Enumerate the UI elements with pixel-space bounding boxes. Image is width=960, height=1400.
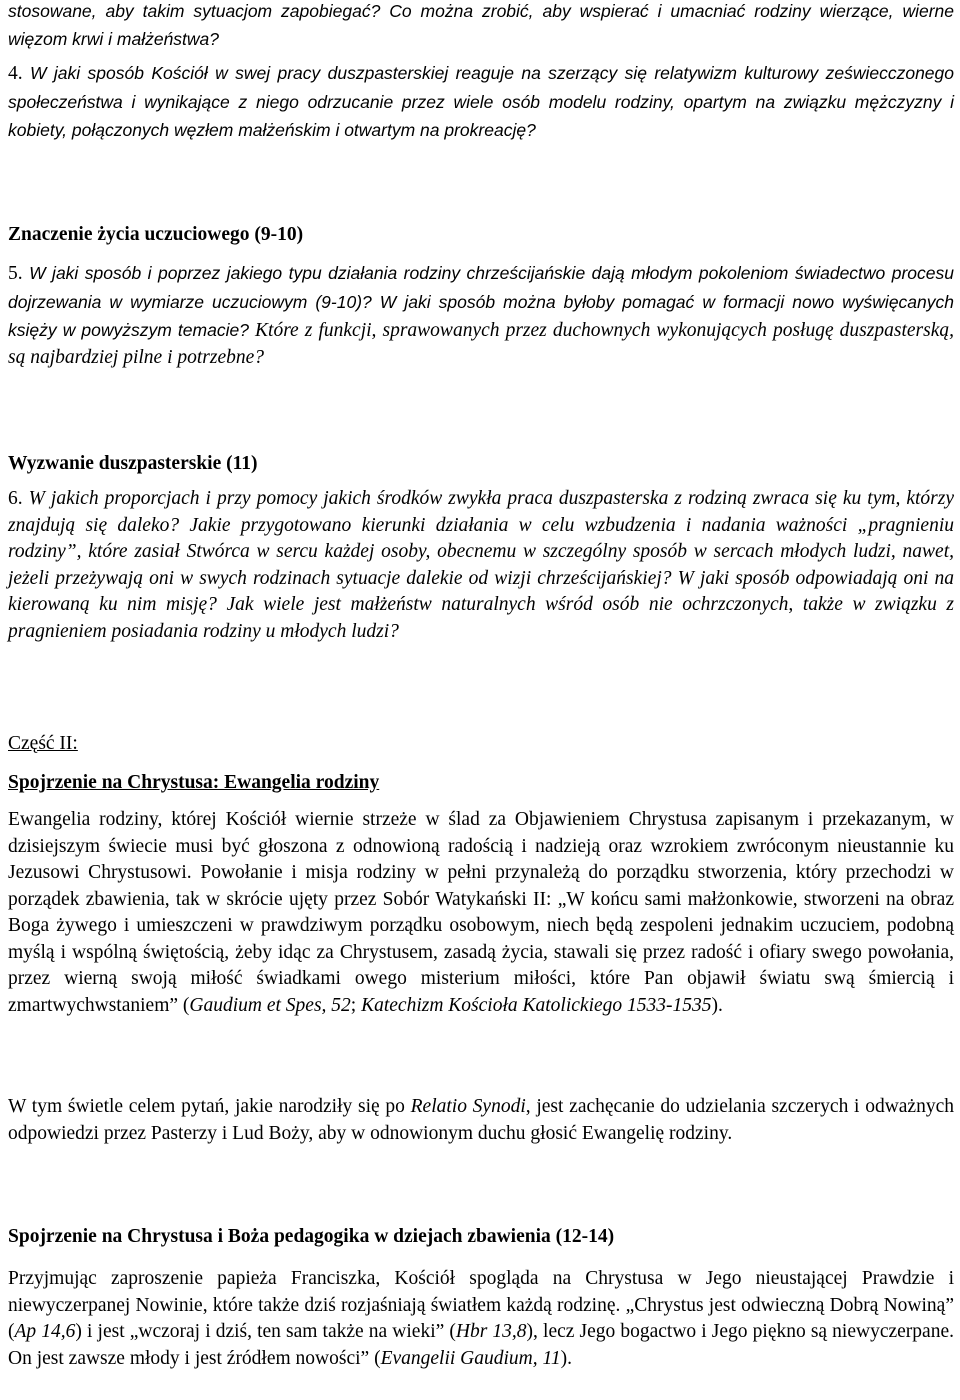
question-5 bbox=[8, 259, 954, 371]
section-heading-emotional-life: Znaczenie życia uczuciowego (9-10) bbox=[8, 224, 304, 245]
paragraph-text: Ewangelia rodziny, której Kościół wiernie strzeże w ślad za Objawieniem Chrystusa zapisanym i przekazanym, w dzisiejszym świecie musi być głoszona z odnowioną radością i nadzieją oraz wzrokiem zwróconym nieustannie ku Jezusowi Chrystusowi. Powołanie i misja rodziny w pełni przynależą do porządku stworzenia, który przechodzi w porządek zbawienia, tak w skrócie ujęty przez Sobór Watykański II: „W końcu sami małżonkowie, stworzeni na obraz Boga żywego i umieszczeni w prawdziwym porządku osobowym, niech będą zespoleni jednakim uczuciem, podobną myślą i wspólną świętością, żeby idąc za Chrystusem, zasadą życia, stawali się przez radość i ofiary swego powołania, przez wierną swoją miłość świadkami owego misterium miłości, które Pan objawił światu swą śmiercią i zmartwychwstaniem” ( bbox=[8, 809, 954, 1016]
question-text: W jaki sposób i poprzez jakiego typu działania rodziny chrześcijańskie dają młodym pokoleniom świadectwo procesu dojrzewania w wymiarze uczuciowym (9-10)? W jaki sposób można byłoby pomagać w formacji nowo wyświęcanych księży w powyższym temacie? bbox=[8, 263, 954, 340]
question-number: 5. bbox=[8, 263, 23, 284]
citation: Evangelii Gaudium, 11 bbox=[380, 1347, 561, 1369]
paragraph-text: ), lecz Jego bogactwo i Jego piękno są niewyczerpane. On jest zawsze młody i jest źródłem nowości” ( bbox=[8, 1321, 954, 1369]
paragraph-pope-francis bbox=[8, 1266, 954, 1372]
question-text: W jakich proporcjach i przy pomocy jakich środków zwykła praca duszpasterska z rodziną zwraca się ku tym, którzy znajdują się daleko? Jakie przygotowano kierunki działania w celu wzbudzenia i nadania ważności „pragnieniu rodziny”, które zasiał Stwórca w sercu każdej osoby, obecnemu w szczególny sposób w sercach młodych ludzi, nawet, jeżeli przeżywają oni w swych rodzinach sytuacje dalekie od wizji chrześcijańskiej? W jaki sposób odpowiadają oni na kierowaną ku nim misję? Jak wiele jest małżeństw naturalnych wśród osób nie ochrzczonych, także w związku z pragnieniem posiadania rodziny u młodych ludzi? bbox=[8, 488, 955, 642]
paragraph-end: ). bbox=[560, 1347, 572, 1369]
paragraph-end: ). bbox=[711, 994, 723, 1016]
citation: Gaudium et Spes, 52 bbox=[189, 994, 351, 1016]
question-number: 6. bbox=[8, 488, 23, 509]
question-text: W jaki sposób Kościół w swej pracy duszpasterskiej reaguje na szerzący się relatywizm kulturowy zeświecczonego społeczeństwa i wynikające z niego odrzucanie przez wiele osób modelu rodziny, opartym na związku mężczyzny i kobiety, połączonych węzłem małżeńskim i otwartym na prokreację? bbox=[8, 63, 955, 140]
citation: Relatio Synodi bbox=[410, 1096, 526, 1117]
paragraph-text: ) i jest „wczoraj i dziś, ten sam także na wieki” ( bbox=[75, 1321, 456, 1342]
part-heading: Spojrzenie na Chrystusa: Ewangelia rodziny bbox=[8, 772, 380, 793]
question-text-continued: Które z funkcji, sprawowanych przez duchownych wykonujących posługę duszpasterską, są najbardziej pilne i potrzebne? bbox=[8, 320, 954, 368]
section-heading-pastoral-challenge: Wyzwanie duszpasterskie (11) bbox=[8, 453, 258, 474]
paragraph-relatio-synodi bbox=[8, 1094, 954, 1147]
question-number: 4. bbox=[8, 63, 23, 84]
part-label: Część II: bbox=[8, 733, 78, 754]
paragraph-text: Przyjmując zaproszenie papieża Franciszka, Kościół spogląda na Chrystusa w Jego nieustającej Prawdzie i niewyczerpanej Nowinie, które także dziś rozjaśniają światłem każdą rodzinę. „Chrystus jest odwieczną Dobrą Nowiną” ( bbox=[8, 1268, 954, 1342]
question-6 bbox=[8, 486, 954, 645]
top-paragraph: stosowane, aby takim sytuacjom zapobiegać? Co można zrobić, aby wspierać i umacniać rodziny wierzące, wierne więzom krwi i małżeństwa? bbox=[8, 1, 954, 49]
citation-separator: ; bbox=[350, 994, 362, 1016]
paragraph-text: W tym świetle celem pytań, jakie narodziły się po bbox=[8, 1096, 411, 1117]
section-heading-divine-pedagogy: Spojrzenie na Chrystusa i Boża pedagogika w dziejach zbawienia (12-14) bbox=[8, 1226, 615, 1247]
paragraph-text: , jest zachęcanie do udzielania szczerych i odważnych odpowiedzi przez Pasterzy i Lud Boży, aby w odnowionym duchu głosić Ewangelię rodziny. bbox=[8, 1096, 954, 1144]
question-4 bbox=[8, 59, 954, 145]
paragraph-gospel-of-family bbox=[8, 807, 954, 1019]
citation: Katechizm Kościoła Katolickiego 1533-1535 bbox=[361, 994, 712, 1016]
citation: Hbr 13,8 bbox=[455, 1321, 527, 1342]
citation: Ap 14,6 bbox=[14, 1321, 76, 1342]
